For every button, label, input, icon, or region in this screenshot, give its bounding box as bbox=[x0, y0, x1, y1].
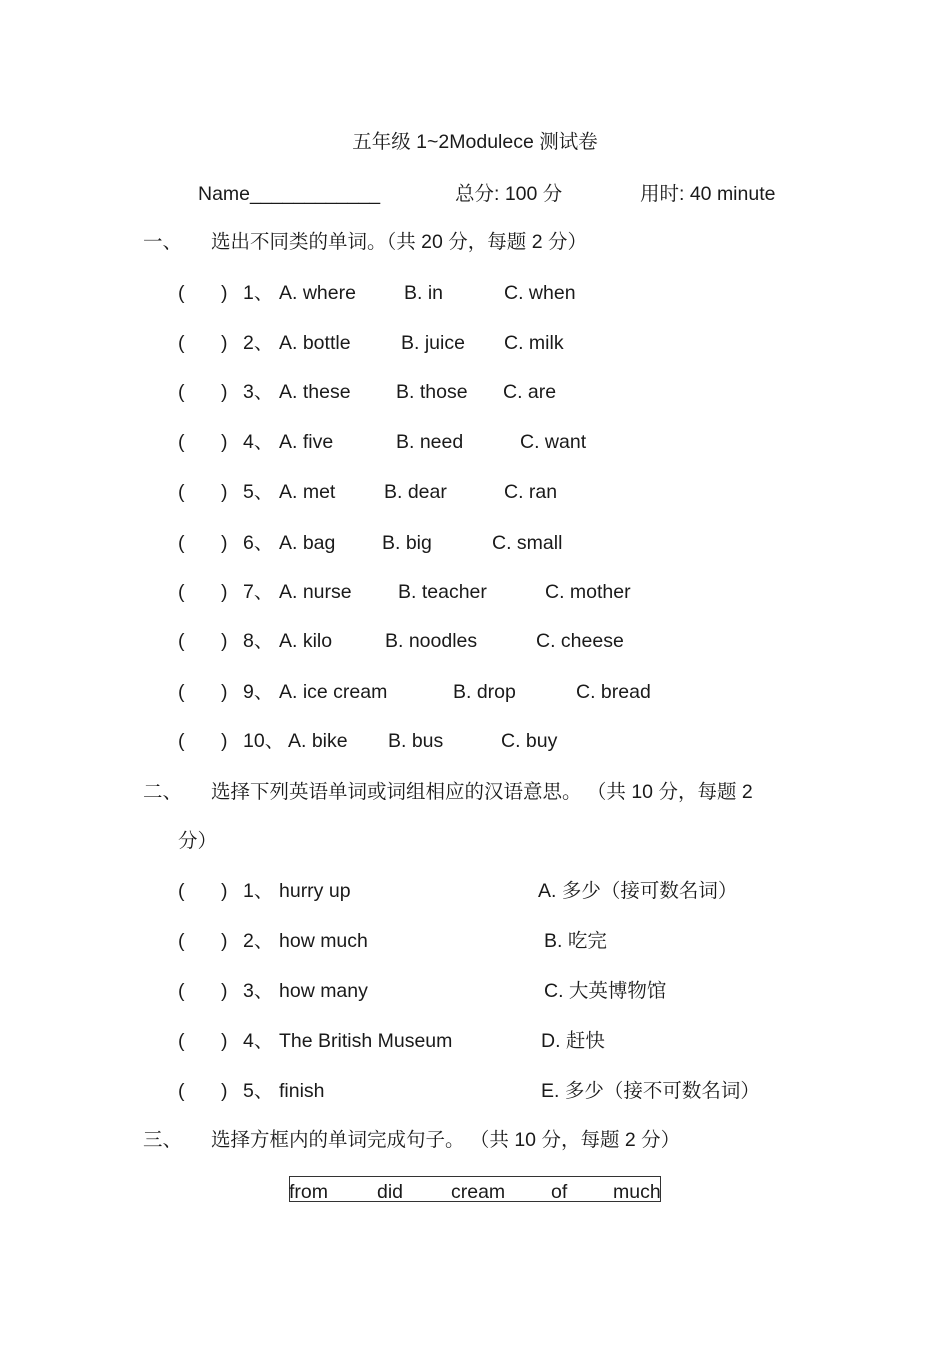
option-b: B. bus bbox=[388, 730, 444, 752]
answer-paren-open: ( bbox=[178, 930, 185, 952]
box-word: cream bbox=[451, 1181, 506, 1203]
option-c: C. want bbox=[520, 431, 587, 453]
answer-paren-open: ( bbox=[178, 681, 185, 703]
page-title: 五年级 1~2Modulece 测试卷 bbox=[352, 131, 598, 153]
option-c: C. are bbox=[503, 381, 557, 403]
answer-paren-open: ( bbox=[178, 431, 185, 453]
answer-paren-open: ( bbox=[178, 581, 185, 603]
option-a: A. bike bbox=[288, 730, 348, 752]
option-a: A. met bbox=[279, 481, 336, 503]
section2-heading: 选择下列英语单词或词组相应的汉语意思。 （共 10 分，每题 2 bbox=[211, 781, 753, 803]
option-a: A. kilo bbox=[279, 630, 333, 652]
option-a: A. where bbox=[279, 282, 356, 304]
item-number: 4、 bbox=[243, 1030, 274, 1052]
option-b: B. noodles bbox=[385, 630, 478, 652]
answer-paren-close: ) bbox=[221, 431, 228, 453]
question-number: 7、 bbox=[243, 581, 274, 603]
section2-heading-cont: 分） bbox=[178, 830, 218, 852]
option-c: C. milk bbox=[504, 332, 564, 354]
option-c: C. buy bbox=[501, 730, 558, 752]
option-a: A. ice cream bbox=[279, 681, 388, 703]
option-b: B. big bbox=[382, 532, 432, 554]
box-word: of bbox=[551, 1181, 568, 1203]
option-b: B. need bbox=[396, 431, 464, 453]
option-a: A. five bbox=[279, 431, 334, 453]
answer-paren-close: ) bbox=[221, 630, 228, 652]
english-term: The British Museum bbox=[279, 1030, 453, 1052]
answer-paren-close: ) bbox=[221, 681, 228, 703]
section3-number: 三、 bbox=[143, 1129, 183, 1151]
answer-paren-open: ( bbox=[178, 1030, 185, 1052]
answer-paren-open: ( bbox=[178, 282, 185, 304]
answer-paren-open: ( bbox=[178, 880, 185, 902]
answer-paren-open: ( bbox=[178, 332, 185, 354]
section2-number: 二、 bbox=[143, 781, 183, 803]
option-b: B. dear bbox=[384, 481, 447, 503]
question-number: 2、 bbox=[243, 332, 274, 354]
option-c: C. ran bbox=[504, 481, 558, 503]
chinese-meaning: E. 多少（接不可数名词） bbox=[541, 1080, 760, 1102]
chinese-meaning: C. 大英博物馆 bbox=[544, 980, 667, 1002]
answer-paren-close: ) bbox=[221, 980, 228, 1002]
answer-paren-close: ) bbox=[221, 381, 228, 403]
box-word: did bbox=[377, 1181, 404, 1203]
english-term: how many bbox=[279, 980, 368, 1002]
answer-paren-close: ) bbox=[221, 730, 228, 752]
question-number: 8、 bbox=[243, 630, 274, 652]
item-number: 2、 bbox=[243, 930, 274, 952]
english-term: how much bbox=[279, 930, 368, 952]
question-number: 10、 bbox=[243, 730, 285, 752]
english-term: hurry up bbox=[279, 880, 351, 902]
answer-paren-open: ( bbox=[178, 630, 185, 652]
total-score: 总分: 100 分 bbox=[455, 183, 563, 205]
answer-paren-open: ( bbox=[178, 481, 185, 503]
item-number: 3、 bbox=[243, 980, 274, 1002]
section3-heading: 选择方框内的单词完成句子。 （共 10 分，每题 2 分） bbox=[211, 1129, 681, 1151]
box-word: much bbox=[613, 1181, 661, 1203]
option-b: B. those bbox=[396, 381, 468, 403]
answer-paren-close: ) bbox=[221, 880, 228, 902]
option-c: C. bread bbox=[576, 681, 651, 703]
option-c: C. mother bbox=[545, 581, 631, 603]
answer-paren-close: ) bbox=[221, 532, 228, 554]
option-c: C. cheese bbox=[536, 630, 624, 652]
chinese-meaning: D. 赶快 bbox=[541, 1030, 605, 1052]
chinese-meaning: A. 多少（接可数名词） bbox=[538, 880, 738, 902]
section1-heading: 选出不同类的单词。（共 20 分，每题 2 分） bbox=[211, 231, 587, 253]
answer-paren-close: ) bbox=[221, 1030, 228, 1052]
option-b: B. juice bbox=[401, 332, 465, 354]
chinese-meaning: B. 吃完 bbox=[544, 930, 607, 952]
question-number: 6、 bbox=[243, 532, 274, 554]
answer-paren-close: ) bbox=[221, 332, 228, 354]
name-field-label: Name____________ bbox=[198, 183, 381, 205]
answer-paren-close: ) bbox=[221, 1080, 228, 1102]
item-number: 5、 bbox=[243, 1080, 274, 1102]
option-b: B. teacher bbox=[398, 581, 487, 603]
item-number: 1、 bbox=[243, 880, 274, 902]
option-a: A. bottle bbox=[279, 332, 351, 354]
question-number: 1、 bbox=[243, 282, 274, 304]
time-used: 用时: 40 minute bbox=[640, 183, 776, 205]
option-b: B. in bbox=[404, 282, 444, 304]
answer-paren-open: ( bbox=[178, 980, 185, 1002]
answer-paren-close: ) bbox=[221, 581, 228, 603]
option-a: A. these bbox=[279, 381, 351, 403]
answer-paren-open: ( bbox=[178, 381, 185, 403]
question-number: 4、 bbox=[243, 431, 274, 453]
option-c: C. when bbox=[504, 282, 576, 304]
question-number: 3、 bbox=[243, 381, 274, 403]
answer-paren-open: ( bbox=[178, 730, 185, 752]
answer-paren-open: ( bbox=[178, 1080, 185, 1102]
answer-paren-close: ) bbox=[221, 282, 228, 304]
answer-paren-close: ) bbox=[221, 930, 228, 952]
question-number: 5、 bbox=[243, 481, 274, 503]
question-number: 9、 bbox=[243, 681, 274, 703]
box-word: from bbox=[289, 1181, 328, 1203]
option-b: B. drop bbox=[453, 681, 516, 703]
english-term: finish bbox=[279, 1080, 325, 1102]
answer-paren-open: ( bbox=[178, 532, 185, 554]
option-c: C. small bbox=[492, 532, 563, 554]
option-a: A. nurse bbox=[279, 581, 352, 603]
section1-number: 一、 bbox=[143, 231, 183, 253]
answer-paren-close: ) bbox=[221, 481, 228, 503]
option-a: A. bag bbox=[279, 532, 336, 554]
